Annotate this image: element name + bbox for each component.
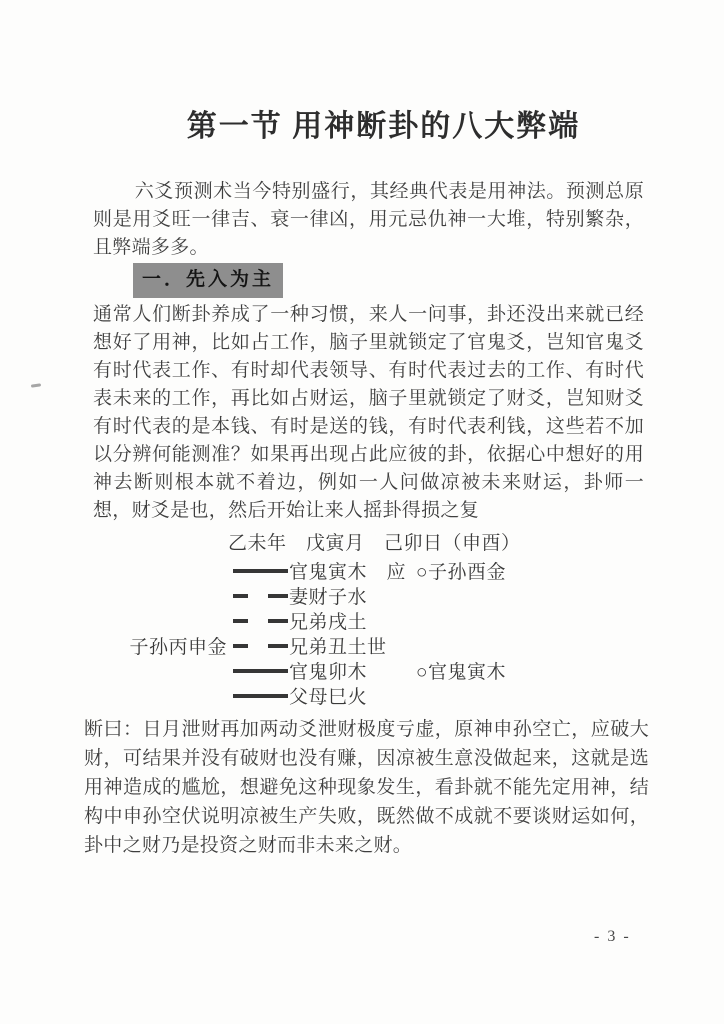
yao-row	[93, 682, 644, 707]
yao-bar	[233, 669, 288, 673]
hexagram-lines	[93, 557, 644, 707]
yao-line-solid-icon	[233, 569, 288, 573]
yao-row	[93, 557, 644, 582]
hexagram-date-line: 乙未年 戊寅月 己卯日（申酉）	[228, 533, 521, 554]
yao-row	[93, 582, 644, 607]
yao-line-broken-icon	[233, 644, 288, 648]
yao-label: 官鬼卯木	[289, 662, 368, 683]
yao-bar	[233, 569, 288, 573]
yao-bar	[268, 594, 288, 598]
yao-bar	[268, 644, 288, 648]
yao-label: 妻财子水	[289, 587, 368, 608]
yao-row	[93, 632, 644, 657]
yao-bar	[233, 594, 248, 598]
yao-change-label: ○子孙酉金	[416, 562, 506, 583]
yao-label: 兄弟丑土世	[289, 637, 387, 658]
yao-bar	[233, 619, 248, 623]
section-heading: 一．先入为主	[133, 263, 283, 298]
yao-line-broken-icon	[233, 594, 288, 598]
yao-line-broken-icon	[233, 619, 288, 623]
yao-row	[93, 657, 644, 682]
yao-bar	[233, 644, 248, 648]
intro-paragraph: 六爻预测术当今特别盛行，其经典代表是用神法。预测总原则是用爻旺一律吉、衰一律凶，用元忌仇神一大堆，特别繁杂，且弊端多多。	[93, 181, 644, 258]
hexagram-block	[93, 530, 644, 707]
judgment-paragraph: 断曰：日月泄财再加两动爻泄财极度亏虚，原神申孙空亡，应破大财，可结果并没有破财也没有赚，因凉被生意没做起来，这就是选用神造成的尴尬，想避免这种现象发生，看卦就不能先定用神，结构中申孙空伏说明凉被生产失败，既然做不成就不要谈财运如何，卦中之财乃是投资之财而非未来之财。	[84, 719, 649, 856]
yao-bar	[268, 619, 288, 623]
page-number: - 3 -	[594, 928, 631, 945]
yao-label: 父母巳火	[289, 687, 368, 708]
section-body-paragraph: 通常人们断卦养成了一种习惯，来人一问事，卦还没出来就已经想好了用神，比如占工作，脑子里就锁定了官鬼爻，岂知官鬼爻有时代表工作、有时却代表领导、有时代表过去的工作、有时代表未来的工作，再比如占财运，脑子里就锁定了财爻，岂知财爻有时代表的是本钱、有时是送的钱，有时代表利钱，这些若不加以分辨何能测准？如果再出现占此应彼的卦，依据心中想好的用神去断则根本就不着边，例如一人问做凉被未来财运，卦师一想，财爻是也，然后开始让来人摇卦得损之复	[93, 304, 644, 521]
scan-artifact	[31, 383, 41, 387]
yao-label: 兄弟戌土	[289, 612, 368, 633]
yao-row	[93, 607, 644, 632]
yao-label: 官鬼寅木 应	[289, 562, 407, 583]
yao-hidden-spirit-label: 子孙丙申金	[129, 637, 227, 658]
yao-line-solid-icon	[233, 694, 288, 698]
yao-line-solid-icon	[233, 669, 288, 673]
yao-change-label: ○官鬼寅木	[416, 662, 506, 683]
yao-bar	[233, 694, 288, 698]
page-title: 第一节 用神断卦的八大弊端	[186, 110, 581, 143]
section-heading-row	[133, 263, 644, 298]
